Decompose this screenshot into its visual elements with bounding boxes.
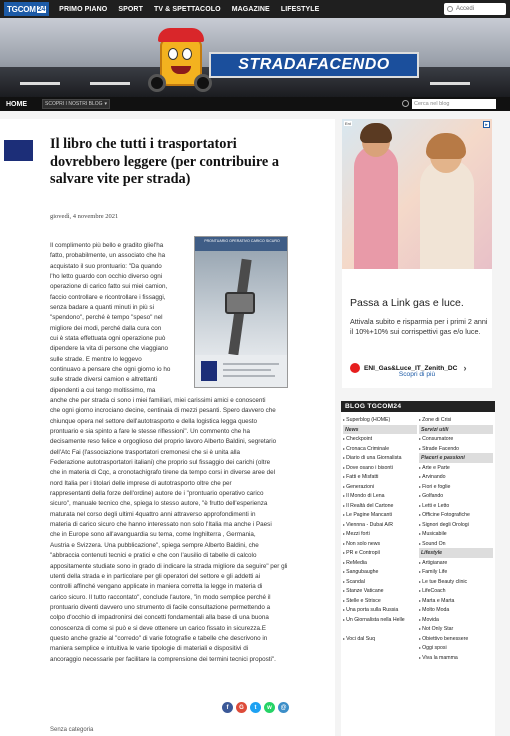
article-line: maturata nel corso degli ultimi 4quattro anni attraverso approfondimenti in xyxy=(50,510,256,518)
article-line: colpo d'occhio di impadronirsi dei concetti fondamentali alla base di una buona xyxy=(50,614,269,622)
article-line: che ogni giorno incrociano decine, centinaia di mezzi pesanti. Spero davvero che xyxy=(50,407,276,415)
top-nav-item[interactable]: MAGAZINE xyxy=(231,5,270,13)
blog-link[interactable]: ▸ Non solo news xyxy=(343,539,417,549)
post-category[interactable]: Senza categoria xyxy=(50,727,94,733)
book-cover-title: PRONTUARIO OPERATIVO CARICO SICURO xyxy=(195,237,288,251)
blog-banner xyxy=(0,18,510,97)
blog-link[interactable]: ▸ Superblog (HOME) xyxy=(343,415,417,425)
article-line: che in materia di Cqc, a cronotachigrafo tirene da tempo corsi in diverse aree del xyxy=(50,469,276,477)
ad-brand-tag: Eni xyxy=(345,121,351,126)
article-line: rappresentanti della forze dell'ordine) autore de i "prontuario operativo carico xyxy=(50,490,264,498)
article-line: cui è stata effettuata ogni operazione può xyxy=(50,335,166,343)
article-line: prontuario e sia spinto a fare le stesse riflessioni". Un commento che ha xyxy=(50,428,250,436)
blog-link[interactable]: ▸ Golfando xyxy=(419,491,493,501)
blog-link[interactable]: ▸ Obiettivo benessere xyxy=(419,634,493,644)
ad-advertiser-name: ENI_Gas&Luce_IT_Zenith_DC xyxy=(364,364,458,372)
blog-link[interactable]: ▸ Diario di una Giornalista xyxy=(343,453,417,463)
top-nav-item[interactable]: SPORT xyxy=(118,5,143,13)
article-body-wrap xyxy=(50,241,188,396)
share-buttons xyxy=(222,702,289,713)
blog-section-header: Servizi utili xyxy=(419,425,493,435)
blog-link[interactable]: ▸ Le Pagine Mancanti xyxy=(343,510,417,520)
ad-body: Attivala subito e risparmia per i primi 2 anni il 10%+10% sui corrispettivi gas e/o luce. xyxy=(350,317,488,336)
article-line: sicuro", manuale tecnico che, spiega lo stesso autore, "è frutto dell'esperienza xyxy=(50,500,268,508)
blog-link[interactable]: ▸ Marta e Marta xyxy=(419,596,493,606)
ad-info-icon[interactable]: ▸ xyxy=(483,121,490,128)
blog-search-placeholder: Cerca nel blog xyxy=(414,101,450,107)
article-line: nord Italia per i titolari delle imprese di autotrasporto oltre che per xyxy=(50,479,232,487)
article-line: faccio controllare e ricontrollare i fissaggi, xyxy=(50,293,166,301)
blog-link[interactable]: ▸ Mezzi forti xyxy=(343,529,417,539)
article-line: continuavo a pensare che ogni giorno io ho xyxy=(50,366,171,374)
top-nav-item[interactable]: TV & SPETTACOLO xyxy=(153,5,221,13)
blog-search-input[interactable] xyxy=(412,99,496,109)
blog-link[interactable]: ▸ Viennna - Dubai A/R xyxy=(343,520,417,530)
blog-link[interactable]: ▸ Le tue Beauty clinic xyxy=(419,577,493,587)
blog-link[interactable]: ▸ Generazioni xyxy=(343,482,417,492)
content-area xyxy=(0,111,510,736)
article-line: questo anche grazie al "corredo" di varie fotografie e tabelle che descrivono in xyxy=(50,634,268,642)
article-line: Austria e Svizzera. Una pubblicazione", spiega sempre Alberto Baldini, che xyxy=(50,541,259,549)
article-line: conoscenza di come si può e si deve ottenere un carico fissato in sicurezza.E xyxy=(50,624,266,632)
blog-link[interactable]: ▸ Arvinando xyxy=(419,472,493,482)
article-line: operazione di carico fatto sui miei camion, xyxy=(50,283,168,291)
blog-link[interactable]: ▸ Artigianare xyxy=(419,558,493,568)
blog-link[interactable]: ▸ Stelle e Strisce xyxy=(343,596,417,606)
blog-link[interactable]: ▸ Arte e Parte xyxy=(419,463,493,473)
facebook-icon[interactable]: f xyxy=(222,702,233,713)
blog-link[interactable]: ▸ Viva la mamma xyxy=(419,653,493,663)
blog-link[interactable]: ▸ Sound On xyxy=(419,539,493,549)
blog-link[interactable]: ▸ Fiori e foglie xyxy=(419,482,493,492)
post-article xyxy=(0,119,335,736)
blog-list-right xyxy=(419,415,493,662)
sidebar-ad[interactable] xyxy=(342,119,492,388)
article-line: sulle strade. E mentre lo leggevo xyxy=(50,355,142,363)
blog-navbar xyxy=(0,97,510,111)
chevron-down-icon: ▾ xyxy=(104,101,107,107)
search-icon[interactable] xyxy=(402,100,409,107)
blog-link[interactable]: ▸ Movida xyxy=(419,615,493,625)
article-line: sulle strade diversi camion e altrettanti xyxy=(50,376,158,384)
blog-link[interactable]: ▸ Zone di Crisi xyxy=(419,415,493,425)
article-line: appositamente studiate sono in grado di indicare la strada migliore da seguire" per gli xyxy=(50,562,288,570)
top-login-label: Accedi xyxy=(456,6,475,12)
top-login-button[interactable] xyxy=(444,3,506,15)
top-bar xyxy=(0,0,510,18)
blog-link[interactable]: ▸ Dove osano i bisonti xyxy=(343,463,417,473)
twitter-icon[interactable]: t xyxy=(250,702,261,713)
article-line: maniera semplice e intuitiva le varie tipologie di materiali e dispositivi di xyxy=(50,645,249,653)
blog-list-box xyxy=(341,401,495,736)
blog-link[interactable]: ▸ Molto Moda xyxy=(419,605,493,615)
blog-link[interactable]: ▸ Consumatore xyxy=(419,434,493,444)
post-date: giovedì, 4 novembre 2021 xyxy=(50,213,119,220)
article-line: l'ho letto guardo con occhio diverso ogni xyxy=(50,273,163,281)
blog-link[interactable]: ▸ Sangubaughe xyxy=(343,567,417,577)
blog-section-header: Lifestyle xyxy=(419,548,493,558)
blog-list-left xyxy=(343,415,417,643)
blog-selector[interactable] xyxy=(42,99,110,109)
book-cover-image[interactable] xyxy=(194,236,288,388)
email-icon[interactable]: @ xyxy=(278,702,289,713)
blog-link[interactable]: ▸ Musicabile xyxy=(419,529,493,539)
blog-link[interactable]: ▸ Un Giornalista nella Helle xyxy=(343,615,417,634)
top-nav-item[interactable]: LIFESTYLE xyxy=(280,5,320,13)
logo-number: 24 xyxy=(37,5,46,13)
article-body xyxy=(50,396,328,665)
ad-headline[interactable]: Passa a Link gas e luce. xyxy=(350,297,464,309)
top-nav-item[interactable]: PRIMO PIANO xyxy=(59,5,108,13)
blog-section-header: Piaceri e passioni xyxy=(419,453,493,463)
blog-link[interactable]: ▸ Il Mondo di Lena xyxy=(343,491,417,501)
ad-more-link[interactable]: Scopri di più xyxy=(398,371,436,378)
blog-link[interactable]: ▸ Not Only Star xyxy=(419,624,493,634)
whatsapp-icon[interactable]: w xyxy=(264,702,275,713)
article-line: dipendere la vita di persone che viaggiano xyxy=(50,345,168,353)
road-marking xyxy=(90,82,130,85)
blog-selector-label: SCOPRI I NOSTRI BLOG xyxy=(45,101,103,107)
blog-link[interactable]: ▸ Checkpoint xyxy=(343,434,417,444)
article-line: che in Europe sono all'avanguardia su tema, come Inghilterra , Germania, xyxy=(50,531,256,539)
article-line: carico sicuro. Il tutto raccontato", conclude l'autore, "in modo semplice perché il xyxy=(50,593,271,601)
road-marking xyxy=(430,82,470,85)
blog-link[interactable]: ▸ Officine Fotografiche xyxy=(419,510,493,520)
article-line: dipendenti a cui tengo moltissimo, ma xyxy=(50,386,156,394)
user-icon xyxy=(447,6,453,12)
banner-title: STRADAFACENDO xyxy=(209,52,419,78)
blog-link[interactable]: ▸ Family Life xyxy=(419,567,493,577)
article-line: dell'Atc Fai (l'associazione trasportatori cremonesi che si è unita alla xyxy=(50,448,240,456)
article-line: fatto, probabilmente, un associato che ha xyxy=(50,252,166,260)
blog-list-title: BLOG TGCOM24 xyxy=(341,401,495,412)
blog-link[interactable]: ▸ Il Realtà del Cartone xyxy=(343,501,417,511)
blog-link[interactable]: ▸ Stanze Vaticane xyxy=(343,586,417,596)
article-line: Federazione autotrasportatori italiani) che proprio sul fissaggio dei carichi (oltre xyxy=(50,459,271,467)
article-line: "spendono", perché è tempo "speso" nel xyxy=(50,314,163,322)
tgcom24-logo[interactable] xyxy=(4,2,49,16)
article-line: anche che per strada ci sono i miei familiari, miei carissimi amici e conoscenti xyxy=(50,397,266,404)
blog-link[interactable]: ▸ Una porta sulla Russia xyxy=(343,605,417,615)
blog-link[interactable]: ▸ Cronaca Criminale xyxy=(343,444,417,454)
google-plus-icon[interactable]: G xyxy=(236,702,247,713)
blog-link[interactable]: ▸ PR e Contropiì xyxy=(343,548,417,558)
article-line: ancoraggio necessarie per facilitare la comprensione dei termini tecnici proposti". xyxy=(50,655,276,663)
blog-link[interactable]: ▸ Signori degli Orologi xyxy=(419,520,493,530)
blog-link[interactable]: ▸ Scandal xyxy=(343,577,417,587)
logo-text: TGCOM xyxy=(7,4,36,14)
article-line: acquistato il suo prontuario: "Da quando xyxy=(50,262,162,270)
article-line: Il complimento più bello e gradito gliel'ha xyxy=(50,242,164,249)
nav-home-link[interactable]: HOME xyxy=(6,100,27,108)
blog-link[interactable]: ▸ LifeCoach xyxy=(419,586,493,596)
blog-section-header: News xyxy=(343,425,417,435)
post-marker-block xyxy=(4,140,33,161)
article-line: decisamente reso felice e orgoglioso del proprio lavoro Alberto Baldini, segretario xyxy=(50,438,277,446)
article-line: materia di carico sicuro che hanno interessato non solo l'Italia ma anche i Paesi xyxy=(50,521,272,529)
article-line: controlli affinché vengano applicate in maniera corretta la legge in materia di xyxy=(50,583,263,591)
blog-link[interactable]: ▸ ReMedia xyxy=(343,558,417,568)
blog-link[interactable]: ▸ Voci dal Suq xyxy=(343,634,417,644)
article-line: utenti della strada e in particolare per gli operatori del settore e gli addetti ai xyxy=(50,572,261,580)
article-line: prontuario diventi davvero uno strumento di facile consultazione permettendo a xyxy=(50,603,271,611)
blog-link[interactable]: ▸ Fatti e Misfatti xyxy=(343,472,417,482)
article-line: chiunque opera nel settore dell'autotrasporto e della logistica legga questo xyxy=(50,417,258,425)
top-nav xyxy=(59,6,319,13)
article-line: senza badare a quanti minuti in più si xyxy=(50,304,154,312)
article-line: "abbraccia contenuti tecnici e pratici e che con l'ausilio di tabelle di calcolo xyxy=(50,552,257,560)
truck-mascot-illustration xyxy=(152,24,210,94)
post-title[interactable]: Il libro che tutti i trasportatori dovrebbero leggere (per contribuire a salvare vite per strada) xyxy=(50,136,279,187)
ad-image[interactable] xyxy=(342,119,492,269)
road-marking xyxy=(20,82,60,85)
chevron-right-icon: › xyxy=(463,363,467,373)
article-line: migliore dei modi, perché dalla cura con xyxy=(50,324,162,332)
blog-link[interactable]: ▸ Strade Facendo xyxy=(419,444,493,454)
blog-link[interactable]: ▸ Oggi sposi xyxy=(419,643,493,653)
blog-link[interactable]: ▸ Letti e Letto xyxy=(419,501,493,511)
